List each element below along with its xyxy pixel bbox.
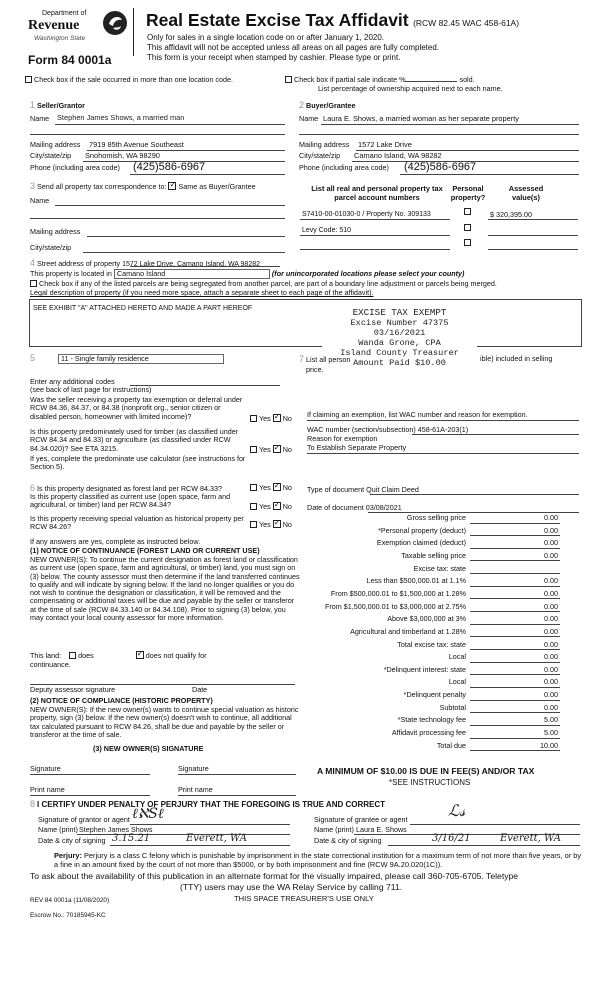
seller-name-label: Name (30, 114, 50, 123)
tax-row-label: Total excise tax: state (397, 639, 466, 649)
tax-row-label: Gross selling price (406, 513, 466, 522)
stamp-line4: Wanda Grone, CPA (358, 338, 441, 348)
buyer-phone-label: Phone (including area code) (299, 163, 389, 172)
tax-row-label: Above $3,000,000 at 3% (387, 614, 466, 624)
exemption-question: Was the seller receiving a property tax exemption or deferral under RCW 84.36, 84.37, or 84.38 (nonprofit org., senior citizen or disabled person, homeowner with limited income)? (30, 395, 243, 421)
dept-line1: Department of (42, 10, 87, 17)
partial-sale-checkbox[interactable]: Check box if partial sale indicate % sold. (285, 76, 475, 84)
stamp-line2: Excise Number 47375 (350, 318, 449, 328)
seller-city-label: City/state/zip (30, 151, 72, 160)
buyer-mail[interactable]: 1572 Lake Drive (358, 140, 412, 149)
print-name-label-2: Print name (178, 785, 213, 794)
q1-yes-no[interactable]: Yes ✓ No (250, 414, 292, 423)
tax-row-label: Subtotal (439, 702, 466, 712)
parcel-row-1[interactable]: S7410-00-01030-0 / Property No. 309133 (302, 211, 431, 218)
personal-checkbox-3[interactable] (464, 239, 471, 246)
same-as-buyer-checkbox[interactable] (168, 182, 176, 190)
buyer-heading: 2 Buyer/Grantee (299, 100, 356, 110)
doc-date-line: Date of document 03/08/2021 (307, 503, 402, 512)
doc-type[interactable]: Quit Claim Deed (366, 485, 419, 494)
stamp-line5: Island County Treasurer (340, 348, 459, 358)
stamp-line3: 03/16/2021 (373, 328, 426, 338)
use-code-select[interactable]: 11 - Single family residence (58, 354, 224, 364)
grantor-signature[interactable]: ℓℵSℓ (132, 806, 164, 822)
deputy-label: Deputy assessor signature (30, 685, 116, 694)
personal-col-header: Personal property? (450, 184, 486, 202)
corr-mail-label: Mailing address (30, 227, 81, 236)
print-name-label-1: Print name (30, 785, 65, 794)
grantee-name-label: Name (print) (314, 825, 354, 834)
grantee-city[interactable]: Everett, WA (500, 833, 561, 844)
legal-label: Legal description of property (if you need more space, attach a separate sheet to each page of the affidavit). (30, 288, 374, 297)
seller-phone[interactable]: (425)586-6967 (133, 161, 206, 173)
buyer-city[interactable]: Camano Island, WA 98282 (354, 151, 442, 160)
form-number: Form 84 0001a (28, 53, 112, 67)
tax-row-value[interactable]: 0.00 (544, 652, 558, 662)
alt-format-line1: To ask about the availability of this publication in an alternate format for the visually impaired, please call 360-705-6705. Teletype (30, 871, 519, 881)
tax-row-label: *Personal property (deduct) (378, 525, 466, 535)
escrow-number: Escrow No.: 70185945-KC (30, 912, 106, 919)
tax-row-label: Agricultural and timberland at 1.28% (350, 626, 466, 636)
continuance-label: continuance. (30, 660, 71, 669)
page-title (146, 10, 519, 31)
dor-logo (22, 10, 130, 56)
buyer-name[interactable]: Laura E. Shows, a married woman as her separate property (323, 114, 519, 123)
reason-value[interactable]: To Establish Separate Property (307, 443, 407, 452)
exemption-label: If claiming an exemption, list WAC number and reason for exemption. (307, 410, 528, 419)
signature-label-1: Signature (30, 764, 61, 773)
tax-row-value[interactable]: 0.00 (544, 525, 558, 535)
personal-checkbox-1[interactable] (464, 208, 471, 215)
buyer-mail-label: Mailing address (299, 140, 350, 149)
parcel-col-header: List all real and personal property tax parcel account numbers (311, 184, 443, 202)
tax-row-label: *Delinquent penalty (403, 690, 466, 700)
tax-row-value[interactable]: 5.00 (544, 715, 558, 725)
wac-line: WAC number (section/subsection) 458-61A-203(1) (307, 425, 469, 434)
tax-row-value[interactable]: 0.00 (544, 513, 558, 522)
rev-number: REV 84 0001a (11/08/2020) (30, 897, 110, 904)
seller-mail[interactable]: 7919 85th Avenue Southeast (89, 140, 184, 149)
grantee-date-label: Date & city of signing (314, 836, 382, 845)
buyer-name-label: Name (299, 114, 319, 123)
header-note3: This form is your receipt when stamped by cashier. Please type or print. (147, 53, 401, 62)
alt-format-line2: (TTY) users may use the WA Relay Service by calling 711. (180, 882, 403, 892)
historic-question: Is this property receiving special valuation as historical property per RCW 84.26? (30, 514, 244, 532)
located-line: This property is located in Camano Island (for unincorporated locations please select your county) (30, 269, 465, 278)
correspondence-line: 3 Send all property tax correspondence to: ✓ Same as Buyer/Grantee (30, 181, 256, 191)
tax-row-label: Taxable selling price (401, 550, 466, 560)
doc-type-line: Type of document Quit Claim Deed (307, 485, 419, 494)
notice1-body: NEW OWNER(S): To continue the current designation as forest land or classification as current use (open space, farm and agricultural, or timber) land, you must sign on (3) below. The county assessor must then determine if the land transferred continues to qualify and will indicate by signing below. If the land no longer qualifies or you do not wish to continue the designation or classification, it will be removed and the compensating or additional taxes will be due and payable by the seller or transferor at the time of sale (RCW 84.33.140 or 84.34.108). Prior to signing (3) below, you may contact your local county assessor for more information. (30, 555, 300, 622)
perjury-notice: Perjury: Perjury is a class C felony which is punishable by imprisonment in the state correctional institution for a maximum term of not more than five years, or by a fine in an amount fixed by the court of not more than $5000, or by both imprisonment and fine (RCW 9A.20.020(1C)). (54, 851, 582, 869)
multi-location-checkbox[interactable]: Check box if the sale occurred in more than one location code. (25, 76, 233, 84)
q2-yes-no[interactable]: Yes ✓ No (250, 445, 292, 454)
certify-heading: 8 I CERTIFY UNDER PENALTY OF PERJURY THAT THE FOREGOING IS TRUE AND CORRECT (30, 799, 386, 809)
treasurer-space: THIS SPACE TREASURER'S USE ONLY (234, 894, 374, 903)
tax-row-label: Exemption claimed (deduct) (376, 538, 466, 548)
minimum-due-notice: A MINIMUM OF $10.00 IS DUE IN FEE(S) AND/OR TAX (317, 766, 535, 776)
tax-row-value[interactable]: 0.00 (544, 626, 558, 636)
stamp-line6: Amount Paid $10.00 (353, 358, 446, 368)
tax-row-label: *State technology fee (397, 715, 466, 725)
tax-row-value[interactable]: 0.00 (544, 702, 558, 712)
tax-row-label: Local (448, 652, 466, 662)
grantor-name-label: Name (print) (38, 825, 78, 834)
tax-row-label: Local (448, 677, 466, 687)
header-note2: This affidavit will not be accepted unless all areas on all pages are fully completed. (147, 43, 440, 52)
section7-price: price. (306, 365, 324, 374)
dept-line3: Washington State (34, 35, 86, 42)
legal-description-box[interactable] (29, 299, 582, 347)
this-land-line: This land: does ✓ does not qualify for (30, 651, 207, 660)
tax-row-label: *Delinquent interest: state (383, 664, 466, 674)
tax-row-value[interactable]: 0.00 (544, 576, 558, 586)
see-instructions: *SEE INSTRUCTIONS (389, 778, 471, 787)
timber-question: Is this property predominately used for timber (as classified under RCW 84.34 and 84.33) or agriculture (as classified under RCW 84.34.020)? See ETA 3215. (30, 427, 239, 453)
tax-row-value[interactable]: 0.00 (544, 538, 558, 548)
section7-tail: ible) included in selling (480, 354, 553, 363)
seller-phone-label: Phone (including area code) (30, 163, 120, 172)
stamp-line1: EXCISE TAX EXEMPT (352, 307, 447, 318)
tax-row-label: From $1,500,000.01 to $3,000,000 at 2.75% (324, 601, 466, 611)
tax-row-value[interactable]: 0.00 (544, 614, 558, 624)
title-text: Real Estate Excise Tax Affidavit (146, 10, 409, 30)
section5-num: 5 (30, 353, 36, 363)
notice1-heading: (1) NOTICE OF CONTINUANCE (FOREST LAND OR CURRENT USE) (30, 546, 260, 555)
tax-row-label: Less than $500,000.01 at 1.1% (366, 576, 466, 586)
tax-row-value[interactable]: 0.00 (544, 550, 558, 560)
q3-yes-no[interactable]: Yes ✓ No (250, 483, 292, 492)
notice2-heading: (2) NOTICE OF COMPLIANCE (HISTORIC PROPERTY) (30, 696, 213, 705)
signature-label-2: Signature (178, 764, 209, 773)
personal-checkbox-2[interactable] (464, 224, 471, 231)
seller-name[interactable]: Stephen James Shows, a married man (57, 113, 185, 122)
grantor-date[interactable]: 3.15.21 (112, 833, 151, 844)
street-address-line: 4 Street address of property 1572 Lake Drive, Camano Island, WA 98282 (30, 258, 261, 268)
buyer-city-label: City/state/zip (299, 151, 341, 160)
tax-row-value[interactable]: 0.00 (544, 588, 558, 598)
parcel-row-2[interactable]: Levy Code: 510 (302, 227, 352, 234)
street-address[interactable]: 1572 Lake Drive, Camano Island, WA 98282 (122, 261, 261, 268)
see-back-label: (see back of last page for instructions) (30, 385, 152, 394)
tax-row-label: Excise tax: state (413, 563, 466, 573)
assessed-value-1[interactable]: $ 320,395.00 (490, 210, 532, 219)
seller-mail-label: Mailing address (30, 140, 81, 149)
tax-row-value[interactable]: 0.00 (544, 690, 558, 700)
buyer-phone[interactable]: (425)586-6967 (404, 161, 477, 173)
assessed-col-header: Assessed value(s) (508, 184, 544, 202)
current-use-question: Is this property classified as current use (open space, farm and agricultural, or timber) land per RCW 84.34? (30, 492, 231, 510)
reason-label: Reason for exemption (307, 434, 378, 443)
notice2-body: NEW OWNER(S): If the new owner(s) wants to continue special valuation as historic property, sign (3) below. If the new owner(s) doesn't wish to continue, all additional tax calculated pursuant to RCW 84.26, shall be due and payable by the seller or transferor at the time of sale. (30, 705, 299, 739)
tax-row-value[interactable]: 10.00 (540, 740, 558, 750)
q5-yes-no[interactable]: Yes ✓ No (250, 520, 292, 529)
tax-row-value[interactable]: 0.00 (544, 677, 558, 687)
tax-row-label: From $500,000.01 to $1,500,000 at 1.28% (330, 588, 466, 598)
section7-list: 7 List all person (299, 354, 351, 364)
corr-name-label: Name (30, 196, 50, 205)
tax-row-value[interactable]: 0.00 (544, 639, 558, 649)
statute-text: (RCW 82.45 WAC 458-61A) (413, 18, 520, 28)
tax-row-label: Total due (436, 740, 466, 750)
grantor-date-label: Date & city of signing (38, 836, 106, 845)
seller-heading: 1 Seller/Grantor (30, 100, 85, 110)
grantor-name[interactable]: Stephen James Shows (79, 825, 153, 834)
segregated-checkbox[interactable]: Check box if any of the listed parcels are being segregated from another parcel, are part of a boundary line adjustment or parcels being merged. (30, 280, 497, 288)
located-select[interactable]: Camano Island (114, 269, 270, 279)
grantee-signature[interactable]: ℒ𝓈 (448, 801, 466, 820)
if-any-yes: If any answers are yes, complete as instructed below. (30, 537, 201, 546)
notice3-heading: (3) NEW OWNER(S) SIGNATURE (93, 744, 204, 753)
timber-instruction: If yes, complete the predominate use calculator (see instructions for Section 5). (30, 454, 246, 472)
grantee-name[interactable]: Laura E. Shows (356, 825, 407, 834)
doc-date[interactable]: 03/08/2021 (365, 503, 402, 512)
does-not-checkbox[interactable] (136, 651, 144, 659)
q4-yes-no[interactable]: Yes ✓ No (250, 502, 292, 511)
grantee-sig-label: Signature of grantee or agent (314, 815, 408, 824)
grantor-city[interactable]: Everett, WA (186, 833, 247, 844)
header-note1: Only for sales in a single location code on or after January 1, 2020. (147, 33, 385, 42)
deputy-date-label: Date (192, 685, 208, 694)
dept-line2: Revenue (28, 18, 80, 33)
tax-row-value[interactable]: 0.00 (544, 664, 558, 674)
wac-number[interactable]: 458-61A-203(1) (417, 425, 469, 434)
tax-row-label: Affidavit processing fee (391, 728, 466, 738)
grantee-date[interactable]: 3/16/21 (432, 833, 471, 844)
wa-logo-icon (102, 10, 128, 36)
does-checkbox[interactable] (69, 652, 76, 659)
grantor-sig-label: Signature of grantor or agent (38, 815, 130, 824)
tax-row-value[interactable]: 5.00 (544, 728, 558, 738)
partial-sale-note: List percentage of ownership acquired next to each name. (318, 84, 503, 93)
forest-question: 6 Is this property designated as forest land per RCW 84.33? (30, 483, 222, 493)
seller-city[interactable]: Snohomish, WA 98290 (85, 151, 160, 160)
legal-description: SEE EXHIBIT "A" ATTACHED HERETO AND MADE A PART HEREOF (33, 305, 253, 312)
corr-city-label: City/state/zip (30, 243, 72, 252)
tax-row-value[interactable]: 0.00 (544, 601, 558, 611)
enter-codes-label: Enter any additional codes (30, 377, 115, 386)
